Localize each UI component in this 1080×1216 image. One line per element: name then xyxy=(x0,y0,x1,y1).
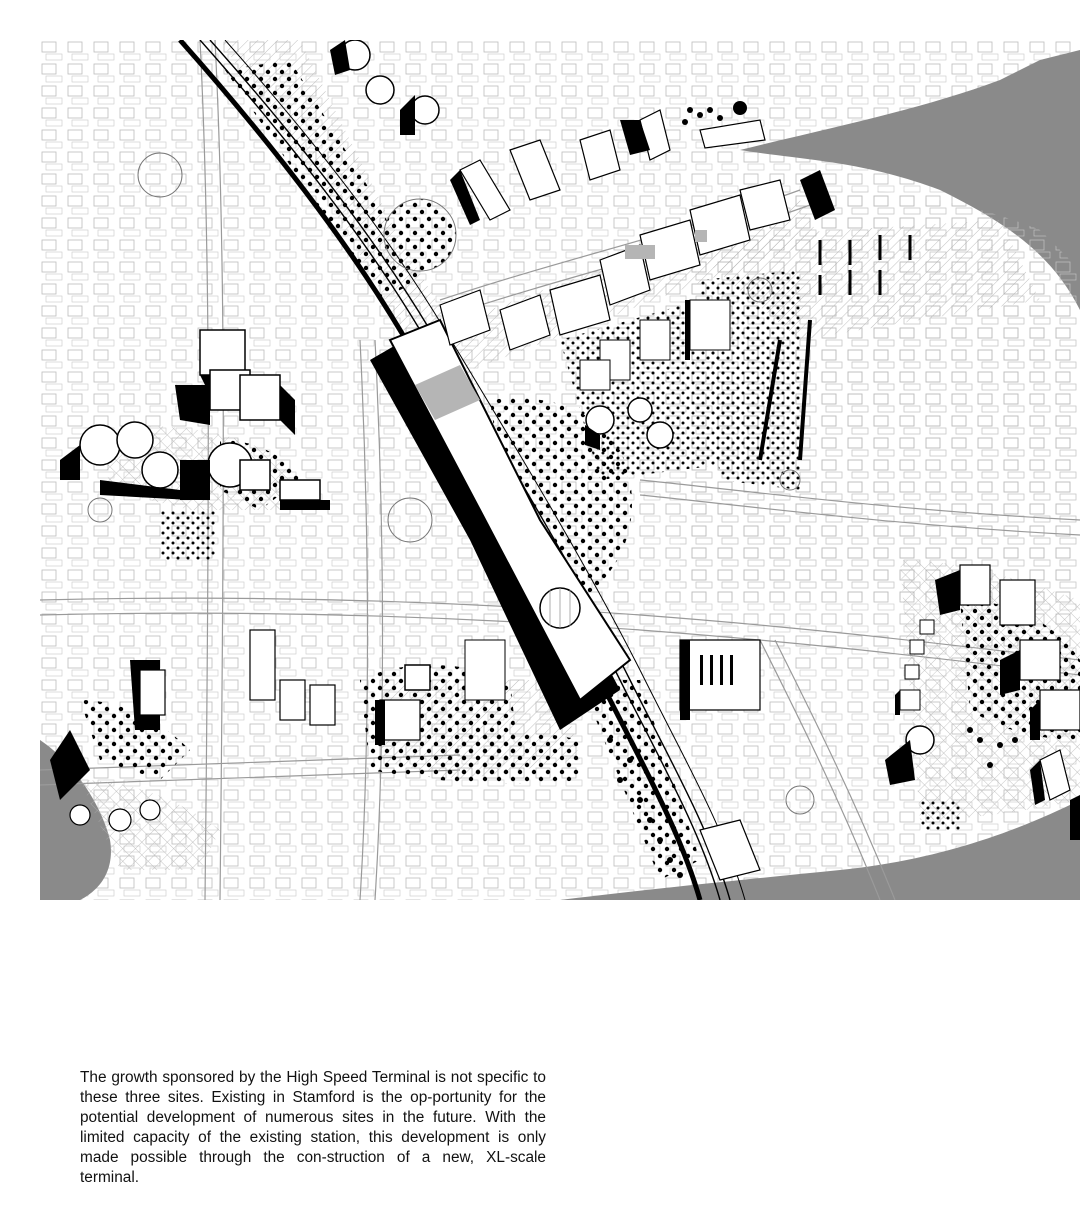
site-plan-map xyxy=(40,40,1080,900)
site-plan-svg xyxy=(40,40,1080,900)
caption-paragraph: The growth sponsored by the High Speed Terminal is not specific to these three sites. Existing in Stamford is the op-portunity for the potential development of numerous sites in the future. With the limited capacity of the existing station, this development is only made possible through the con-struction of a new, XL-scale terminal. xyxy=(80,1069,546,1186)
